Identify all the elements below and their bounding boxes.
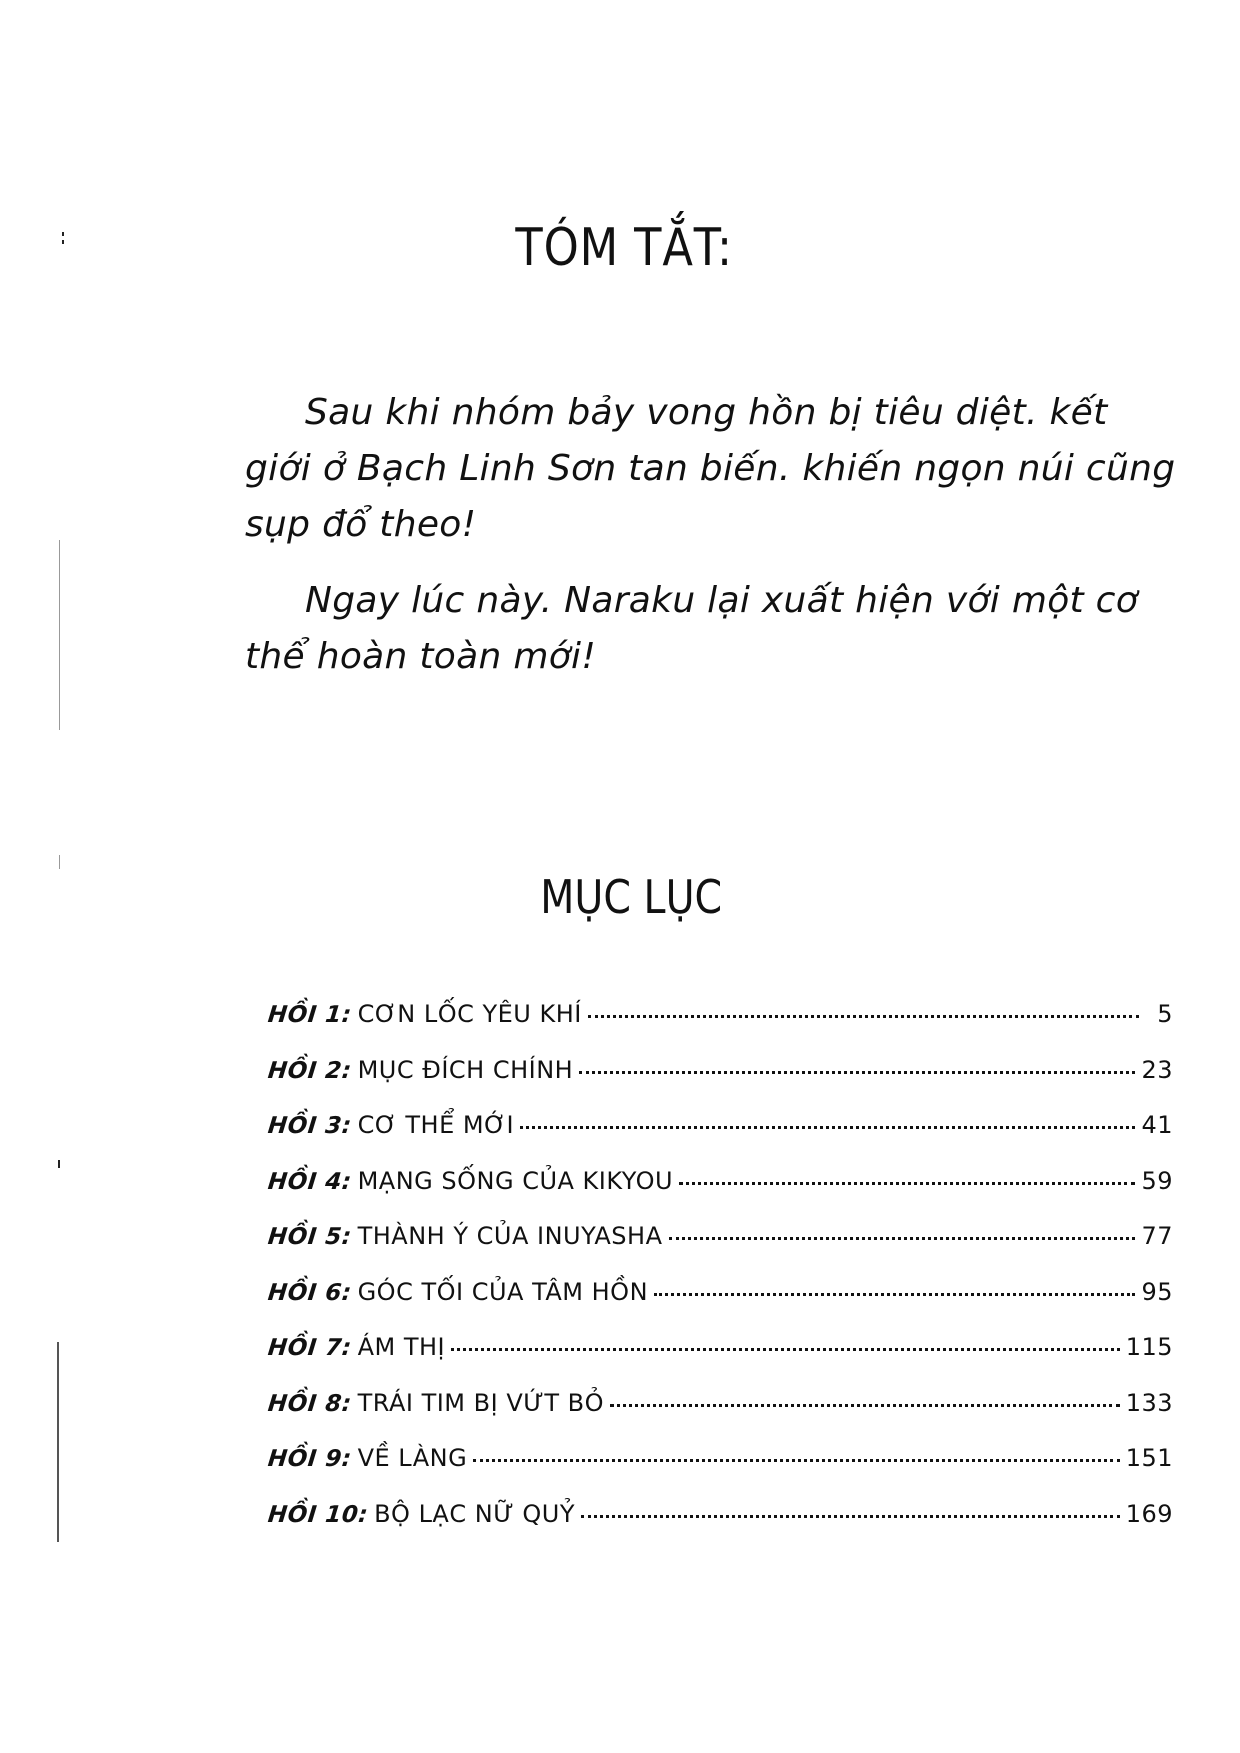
toc-entry-name: GÓC TỐI CỦA TÂM HỒN <box>357 1277 649 1306</box>
scan-mark <box>59 540 60 730</box>
toc-entry-label: HỒI 9: <box>266 1446 353 1472</box>
toc-entry-name: BỘ LẠC NỮ QUỶ <box>374 1499 576 1528</box>
toc-entry-name: THÀNH Ý CỦA INUYASHA <box>357 1222 663 1250</box>
toc-entry <box>268 1167 1173 1223</box>
scan-mark <box>59 855 60 869</box>
toc-entry-label: HỒI 6: <box>266 1279 353 1306</box>
toc-entry-label: HỒI 4: <box>266 1168 353 1195</box>
toc-entry-page: 77 <box>1141 1222 1173 1250</box>
toc-entry-name: ÁM THỊ <box>357 1333 446 1361</box>
toc-entry-page: 169 <box>1125 1499 1173 1528</box>
toc-entry-name: MỤC ĐÍCH CHÍNH <box>357 1055 574 1084</box>
summary-paragraph: Ngay lúc này. Naraku lại xuất hiện với một cơ thể hoàn toàn mới! <box>245 580 1139 677</box>
toc-entry-page: 133 <box>1125 1388 1173 1417</box>
toc-entry-name: CƠN LỐC YÊU KHÍ <box>357 1000 582 1028</box>
toc-entry <box>268 1500 1173 1556</box>
toc-leader-dots <box>654 1293 1135 1296</box>
scan-mark <box>62 240 64 244</box>
toc-entry-label: HỒI 8: <box>266 1390 353 1417</box>
toc-entry <box>268 1111 1173 1167</box>
scan-mark <box>62 232 64 236</box>
toc-leader-dots <box>581 1515 1120 1518</box>
toc-entry-label: HỒI 10: <box>266 1501 370 1528</box>
table-of-contents <box>268 1000 1173 1555</box>
toc-entry-page: 115 <box>1125 1333 1173 1361</box>
toc-entry-label: HỒI 2: <box>266 1057 353 1084</box>
summary-text <box>245 385 1180 685</box>
toc-leader-dots <box>473 1459 1120 1462</box>
toc-leader-dots <box>610 1404 1120 1407</box>
toc-entry-label: HỒI 5: <box>266 1224 353 1250</box>
toc-leader-dots <box>451 1348 1120 1351</box>
toc-entry-page: 41 <box>1141 1111 1173 1139</box>
toc-entry <box>268 1278 1173 1334</box>
toc-leader-dots <box>520 1126 1135 1129</box>
toc-entry-page: 95 <box>1141 1277 1173 1306</box>
toc-entry-name: VỀ LÀNG <box>357 1444 468 1472</box>
toc-entry-page: 59 <box>1141 1166 1173 1195</box>
toc-entry-page: 23 <box>1141 1055 1173 1084</box>
toc-entry-label: HỒI 1: <box>266 1002 353 1028</box>
toc-title: MỤC LỤC <box>540 870 723 924</box>
toc-leader-dots <box>579 1071 1135 1074</box>
toc-leader-dots <box>669 1237 1136 1240</box>
scan-mark <box>58 1160 60 1168</box>
toc-leader-dots <box>679 1182 1135 1185</box>
summary-paragraph: Sau khi nhóm bảy vong hồn bị tiêu diệt. kết giới ở Bạch Linh Sơn tan biến. khiến ngọn núi cũng sụp đổ theo! <box>245 392 1176 545</box>
toc-entry <box>268 1222 1173 1278</box>
toc-entry-label: HỒI 3: <box>266 1113 353 1139</box>
toc-entry <box>268 1000 1173 1056</box>
toc-entry <box>268 1056 1173 1112</box>
toc-entry-name: MẠNG SỐNG CỦA KIKYOU <box>357 1166 674 1195</box>
toc-entry-label: HỒI 7: <box>266 1335 353 1361</box>
toc-entry <box>268 1389 1173 1445</box>
toc-entry-name: CƠ THỂ MỚI <box>357 1111 515 1139</box>
summary-title: TÓM TẮT: <box>515 218 733 278</box>
toc-leader-dots <box>588 1015 1139 1018</box>
scan-mark <box>57 1342 59 1542</box>
toc-entry-page: 5 <box>1157 1000 1173 1028</box>
toc-entry-page: 151 <box>1125 1444 1173 1472</box>
toc-entry <box>268 1444 1173 1500</box>
toc-entry-name: TRÁI TIM BỊ VỨT BỎ <box>357 1388 604 1417</box>
toc-entry <box>268 1333 1173 1389</box>
